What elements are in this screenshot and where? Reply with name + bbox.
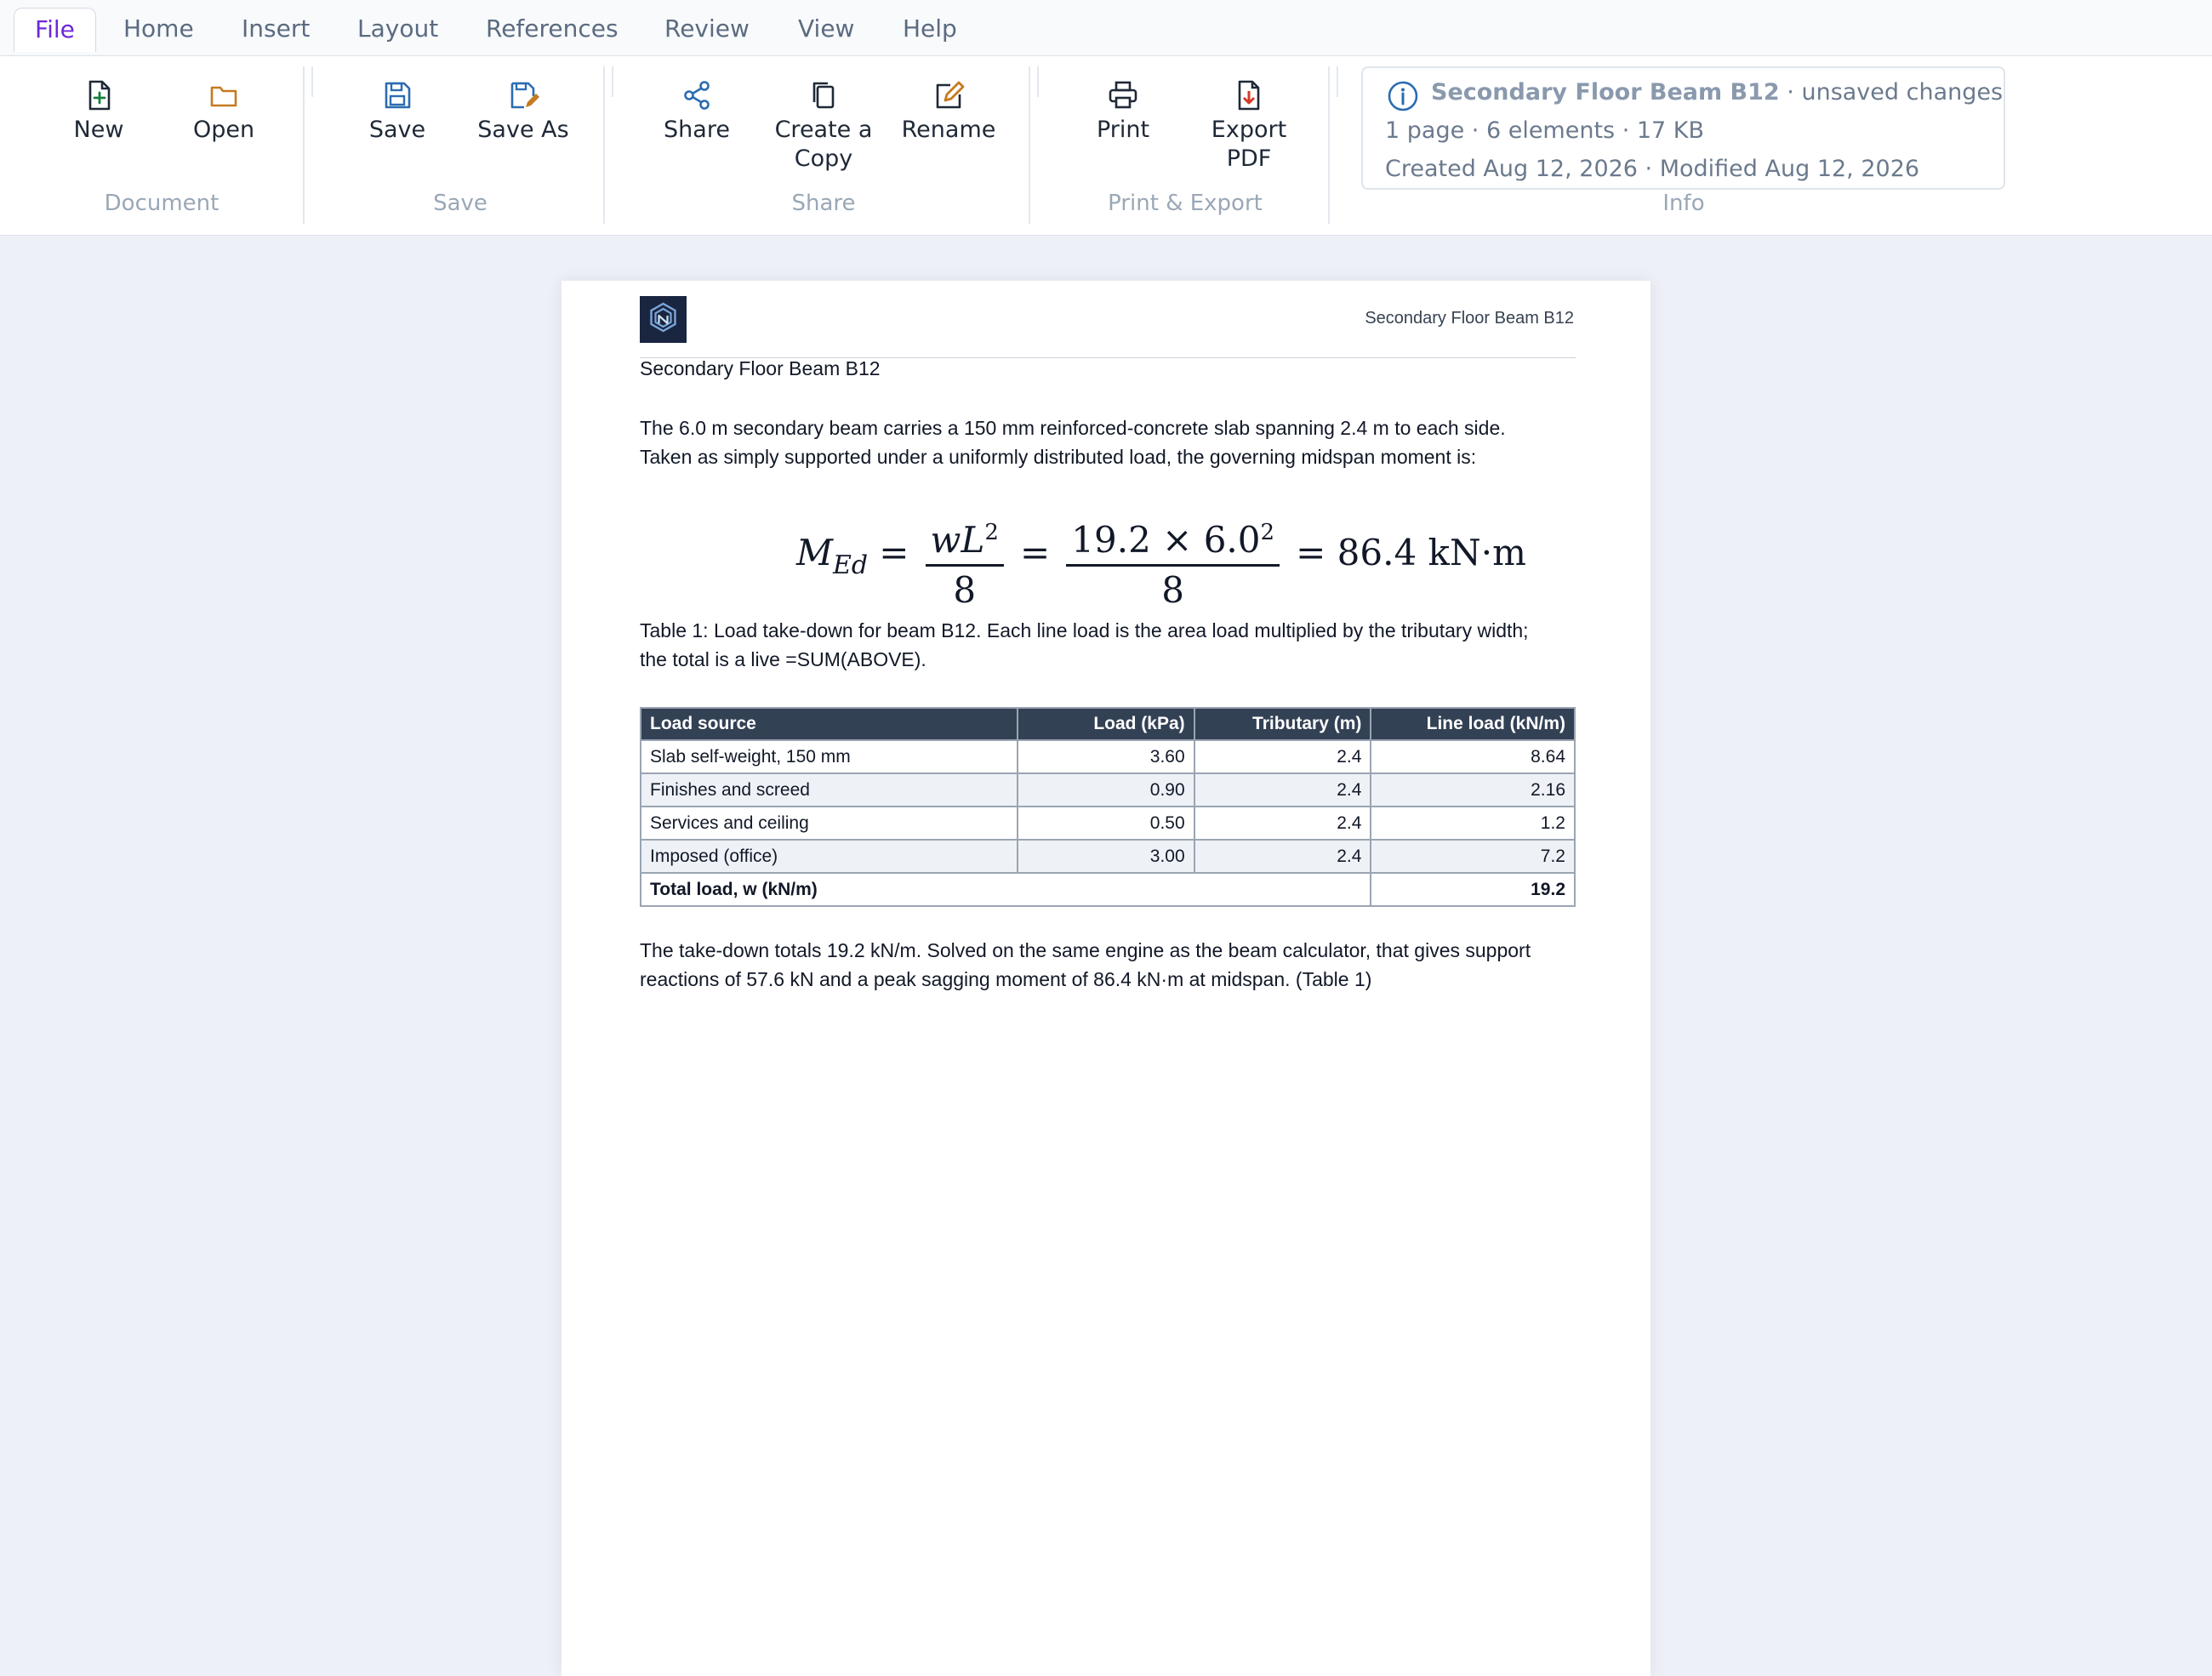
share-button[interactable] (654, 78, 739, 145)
group-separator (1037, 66, 1039, 97)
equation-body (796, 502, 1526, 611)
column-header: Tributary (m) (1194, 708, 1371, 740)
create-copy-label-line1: Create a (774, 117, 873, 143)
column-header: Line load (kN/m) (1371, 708, 1575, 740)
caption-line: Table 1: Load take-down for beam B12. Each line load is the area load multiplied by the tributary width; (640, 619, 1529, 641)
export-pdf-icon (1232, 78, 1266, 112)
fraction-denominator: 8 (1161, 568, 1185, 611)
document-dates: Created Aug 12, 2026 · Modified Aug 12, 2026 (1385, 156, 1920, 182)
page-header-title: Secondary Floor Beam B12 (1365, 309, 1574, 328)
group-label-document: Document (104, 191, 219, 216)
table-cell[interactable]: Imposed (office) (641, 840, 1018, 873)
table-cell[interactable]: 3.60 (1018, 740, 1194, 773)
fraction-denominator: 8 (953, 568, 977, 611)
open-button[interactable] (181, 78, 266, 145)
equation-equals: = (879, 532, 909, 573)
closing-paragraph (640, 936, 1584, 994)
new-button-label: New (73, 117, 124, 143)
save-as-button-label: Save As (477, 117, 569, 143)
column-header: Load source (641, 708, 1018, 740)
copy-icon (807, 78, 841, 112)
document-info-card (1361, 66, 2005, 190)
menu-references[interactable]: References (486, 14, 619, 43)
menu-view[interactable]: View (798, 14, 855, 43)
group-separator (311, 66, 313, 97)
table-cell[interactable]: 7.2 (1371, 840, 1575, 873)
table-cell[interactable]: 2.4 (1194, 773, 1371, 807)
info-icon (1387, 80, 1419, 112)
share-icon (680, 78, 714, 112)
group-separator (303, 66, 305, 224)
table-cell[interactable]: 1.2 (1371, 807, 1575, 840)
create-copy-label-line2: Copy (794, 145, 853, 172)
table-cell[interactable]: 3.00 (1018, 840, 1194, 873)
table-cell[interactable]: 2.4 (1194, 740, 1371, 773)
unsaved-status: · unsaved changes (1779, 79, 2004, 105)
menu-insert[interactable]: Insert (242, 14, 311, 43)
fraction-exponent: 2 (984, 519, 999, 545)
caption-line: the total is a live =SUM(ABOVE). (640, 648, 926, 670)
group-label-save: Save (433, 191, 487, 216)
company-logo-icon (640, 296, 687, 343)
table-cell[interactable]: 0.90 (1018, 773, 1194, 807)
create-copy-button[interactable] (764, 78, 883, 174)
total-value-cell[interactable]: 19.2 (1371, 873, 1575, 906)
table-total-row (641, 873, 1575, 906)
document-stats: 1 page · 6 elements · 17 KB (1385, 117, 1705, 144)
document-page[interactable] (562, 281, 1650, 1676)
folder-icon (207, 78, 241, 112)
export-pdf-label-line1: Export (1211, 117, 1287, 143)
group-separator (1337, 66, 1338, 97)
group-separator (612, 66, 613, 97)
intro-paragraph (640, 413, 1584, 471)
table-cell[interactable]: Finishes and screed (641, 773, 1018, 807)
menu-review[interactable]: Review (664, 14, 750, 43)
export-pdf-button[interactable] (1198, 78, 1300, 174)
rename-icon (932, 78, 966, 112)
closing-line: The take-down totals 19.2 kN/m. Solved on the same engine as the beam calculator, that gives support (640, 939, 1531, 961)
print-button-label: Print (1096, 117, 1150, 143)
menu-home[interactable]: Home (123, 14, 194, 43)
equation-equals: = (1020, 532, 1051, 573)
load-takedown-table[interactable] (640, 707, 1576, 907)
equation-symbol-M: M (796, 532, 834, 573)
table-cell[interactable]: 8.64 (1371, 740, 1575, 773)
table-cell[interactable]: Services and ceiling (641, 807, 1018, 840)
save-button-label: Save (368, 117, 426, 143)
equation-fraction-symbolic (926, 512, 1004, 611)
equation-subscript: Ed (833, 550, 869, 580)
group-separator (603, 66, 605, 224)
document-title-label: Secondary Floor Beam B12 (1431, 79, 1780, 105)
equation-result: = 86.4 kN·m (1296, 532, 1526, 573)
intro-line: Taken as simply supported under a uniformly distributed load, the governing midspan moment is: (640, 446, 1477, 468)
group-separator (1029, 66, 1030, 224)
menu-bar (0, 0, 2212, 56)
moment-equation (562, 502, 1650, 611)
table-caption (640, 616, 1584, 674)
table-row (641, 773, 1575, 807)
table-row (641, 807, 1575, 840)
column-header: Load (kPa) (1018, 708, 1194, 740)
menu-file[interactable]: File (14, 8, 96, 52)
open-button-label: Open (192, 117, 255, 143)
save-as-button[interactable] (472, 78, 574, 145)
save-as-icon (506, 78, 540, 112)
ribbon (0, 56, 2212, 236)
fraction-numerator: wL (930, 518, 985, 561)
equation-fraction-numeric (1066, 512, 1280, 611)
table-cell[interactable]: Slab self-weight, 150 mm (641, 740, 1018, 773)
new-button[interactable] (56, 78, 141, 145)
menu-layout[interactable]: Layout (357, 14, 439, 43)
closing-line: reactions of 57.6 kN and a peak sagging moment of 86.4 kN·m at midspan. (Table 1) (640, 968, 1372, 990)
document-info-title-line (1431, 79, 2003, 105)
group-label-print-export: Print & Export (1108, 191, 1263, 216)
table-cell[interactable]: 2.4 (1194, 840, 1371, 873)
save-button[interactable] (355, 78, 440, 145)
print-button[interactable] (1080, 78, 1166, 145)
table-row (641, 840, 1575, 873)
table-header-row (641, 708, 1575, 740)
menu-help[interactable]: Help (903, 14, 957, 43)
group-separator (1328, 66, 1330, 224)
table-cell[interactable]: 2.16 (1371, 773, 1575, 807)
printer-icon (1106, 78, 1140, 112)
table-row (641, 740, 1575, 773)
new-document-icon (82, 78, 116, 112)
group-label-info: Info (1662, 191, 1705, 216)
export-pdf-label-line2: PDF (1226, 145, 1272, 172)
group-label-share: Share (791, 191, 856, 216)
rename-button[interactable] (898, 78, 1000, 145)
fraction-exponent: 2 (1260, 519, 1275, 545)
share-button-label: Share (664, 117, 730, 143)
intro-line: The 6.0 m secondary beam carries a 150 mm reinforced-concrete slab spanning 2.4 m to each side. (640, 417, 1506, 439)
document-title: Secondary Floor Beam B12 (640, 357, 881, 379)
rename-button-label: Rename (901, 117, 996, 143)
table-cell[interactable]: 0.50 (1018, 807, 1194, 840)
fraction-numerator: 19.2 × 6.0 (1071, 518, 1261, 561)
table-cell[interactable]: 2.4 (1194, 807, 1371, 840)
total-label-cell[interactable]: Total load, w (kN/m) (641, 873, 1371, 906)
save-icon (380, 78, 414, 112)
